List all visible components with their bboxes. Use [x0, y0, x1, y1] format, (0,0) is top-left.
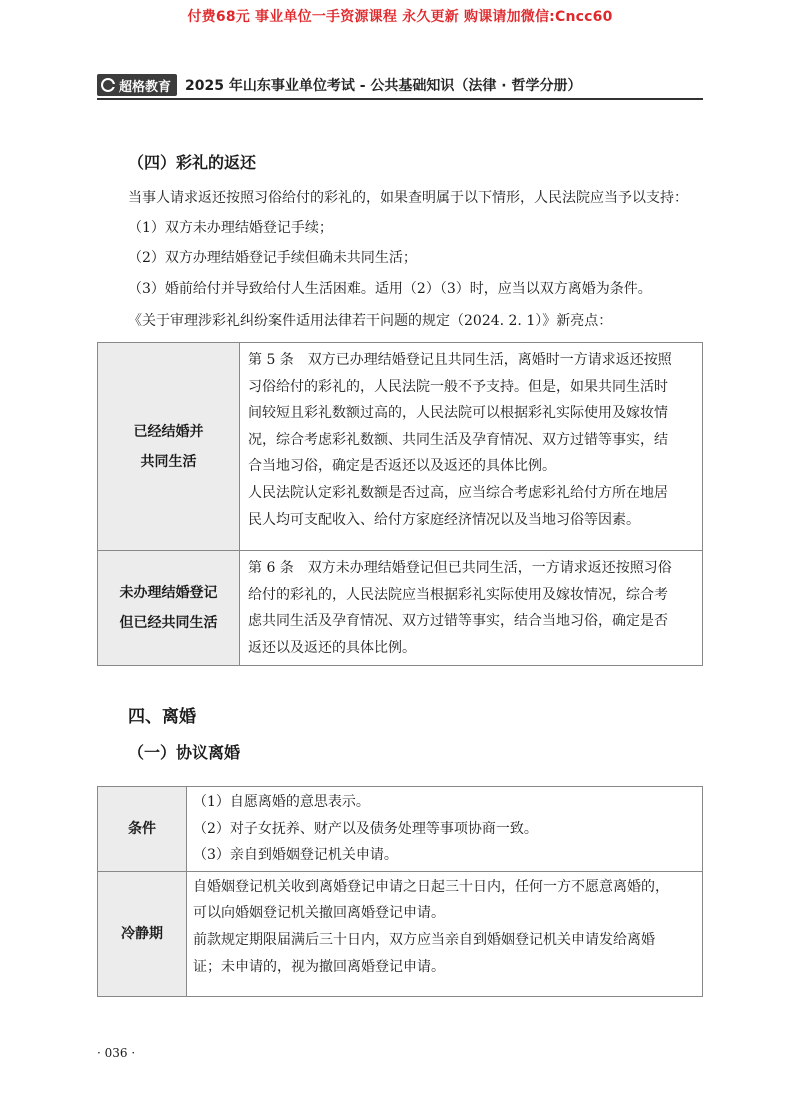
row-label-line: 共同生活 [140, 453, 197, 470]
article-line: 民人均可支配收入、给付方家庭经济情况以及当地习俗等因素。 [248, 511, 640, 528]
row-label-line: 未办理结婚登记 [119, 585, 218, 602]
row-label-line: 已经结婚并 [133, 423, 204, 440]
intro-paragraph: 当事人请求返还按照习俗给付的彩礼的，如果查明属于以下情形，人民法院应当予以支持： [128, 190, 688, 206]
section-heading-bride-price: （四）彩礼的返还 [128, 153, 257, 172]
new-rule-intro: 《关于审理涉彩礼纠纷案件适用法律若干问题的规定（2024. 2. 1）》新亮点： [128, 313, 613, 329]
header-title: 2025 年山东事业单位考试 - 公共基础知识（法律 · 哲学分册） [185, 78, 582, 94]
article-line: 第 5 条 双方已办理结婚登记且共同生活，离婚时一方请求返还按照 [248, 352, 672, 368]
article-5-content [240, 343, 703, 551]
bride-price-table [97, 342, 703, 666]
logo-text: 超格教育 [119, 79, 172, 95]
page-number: · 036 · [97, 1046, 136, 1060]
row-label-line: 但已经共同生活 [119, 615, 218, 632]
article-line: 返还以及返还的具体比例。 [248, 639, 416, 656]
row-label-married [98, 343, 240, 551]
brand-logo [97, 74, 177, 96]
cooling-off-line: 自婚姻登记机关收到离婚登记申请之日起三十日内，任何一方不愿意离婚的， [193, 878, 669, 895]
table-row [98, 551, 703, 666]
cooling-off-line: 前款规定期限届满后三十日内，双方应当亲自到婚姻登记机关申请发给离婚 [193, 931, 655, 948]
section-heading-agreement-divorce: （一）协议离婚 [128, 743, 241, 762]
table-row [98, 871, 703, 996]
watermark-banner: 付费68元 事业单位一手资源课程 永久更新 购课请加微信:Cncc60 [187, 9, 613, 25]
article-line: 虑共同生活及孕育情况、双方过错等事实，结合当地习俗，确定是否 [248, 613, 668, 630]
agreement-divorce-table [97, 786, 703, 997]
cooling-off-line: 可以向婚姻登记机关撤回离婚登记申请。 [193, 905, 445, 922]
article-6-content [240, 551, 703, 666]
article-line: 习俗给付的彩礼的，人民法院一般不予支持。但是，如果共同生活时 [248, 378, 668, 395]
cooling-off-content [187, 871, 703, 996]
table-row [98, 343, 703, 551]
row-label-cooling-off: 冷静期 [98, 871, 187, 996]
list-item: （2）双方办理结婚登记手续但确未共同生活； [128, 250, 417, 266]
cooling-off-line: 证；未申请的，视为撤回离婚登记申请。 [193, 958, 445, 975]
article-line: 合当地习俗，确定是否返还以及返还的具体比例。 [248, 458, 556, 475]
article-line: 间较短且彩礼数额过高的，人民法院可以根据彩礼实际使用及嫁妆情 [248, 405, 668, 422]
list-item: （1）双方未办理结婚登记手续； [128, 220, 333, 236]
condition-line: （2）对子女抚养、财产以及债务处理等事项协商一致。 [193, 820, 538, 837]
table-row [98, 787, 703, 872]
article-line: 第 6 条 双方未办理结婚登记但已共同生活，一方请求返还按照习俗 [248, 560, 672, 576]
condition-line: （3）亲自到婚姻登记机关申请。 [193, 847, 398, 864]
article-line: 况，综合考虑彩礼数额、共同生活及孕育情况、双方过错等事实，结 [248, 431, 668, 448]
row-label-unregistered [98, 551, 240, 666]
condition-line: （1）自愿离婚的意思表示。 [193, 794, 370, 810]
list-item: （3）婚前给付并导致给付人生活困难。适用（2）（3）时，应当以双方离婚为条件。 [128, 281, 652, 297]
row-label-conditions: 条件 [98, 787, 187, 872]
logo-icon [101, 78, 115, 92]
article-line: 人民法院认定彩礼数额是否过高，应当综合考虑彩礼给付方所在地居 [248, 484, 668, 501]
article-line: 给付的彩礼的，人民法院应当根据彩礼实际使用及嫁妆情况，综合考 [248, 586, 668, 603]
chapter-heading-divorce: 四、离婚 [128, 707, 196, 727]
conditions-content [187, 787, 703, 872]
page-header [97, 72, 703, 100]
